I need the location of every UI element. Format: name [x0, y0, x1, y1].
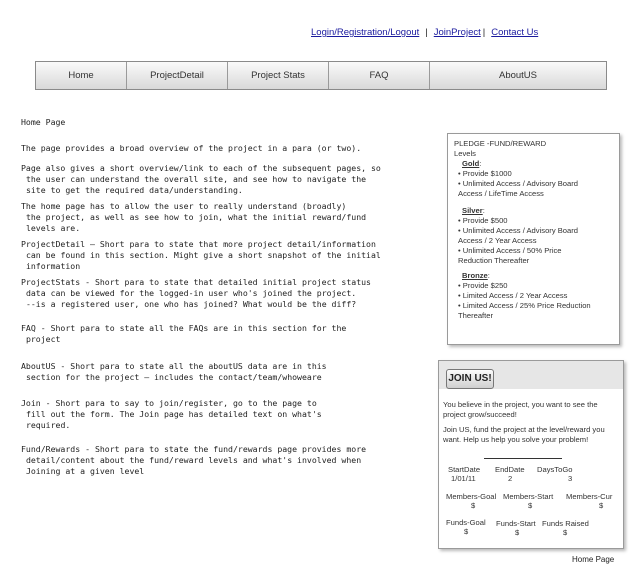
pledge-box — [447, 133, 620, 345]
members-goal-label: Members-Goal — [446, 492, 497, 501]
join-text: Join US, fund the project at the level/reward you — [443, 425, 605, 434]
join-text: project grow/succeed! — [443, 410, 517, 419]
bronze-item: • Limited Access / 2 Year Access — [458, 291, 568, 300]
funds-start-label: Funds-Start — [496, 519, 536, 528]
end-date-label: EndDate — [495, 465, 525, 474]
join-text: You believe in the project, you want to see the — [443, 400, 598, 409]
page-title: Home Page — [21, 117, 66, 127]
bronze-item: • Limited Access / 25% Price Reduction — [458, 301, 591, 310]
paragraph-home-page: The home page has to allow the user to really understand (broadly) the project, as well as see how to join, what the initial reward/fund levels are. — [21, 201, 367, 233]
nav-about-us[interactable]: AboutUS — [498, 70, 538, 81]
silver-level: Silver: — [462, 206, 485, 215]
gold-item: Access / LifeTime Access — [458, 189, 544, 198]
bronze-items — [458, 281, 614, 321]
gold-label: Gold — [462, 159, 480, 168]
join-us-button[interactable]: JOIN US! — [446, 369, 494, 389]
pledge-title: PLEDGE -FUND/REWARD — [454, 139, 547, 148]
funds-raised-value: $ — [563, 528, 568, 537]
contact-us-link[interactable]: Contact Us — [491, 27, 539, 38]
silver-item: • Provide $500 — [458, 216, 508, 225]
members-cur-label: Members-Cur — [566, 492, 613, 501]
join-text: want. Help us help you solve your problem! — [443, 435, 589, 444]
divider — [484, 458, 562, 459]
days-to-go-label: DaysToGo — [537, 465, 573, 474]
paragraph-about-us: AboutUS - Short para to state all the aboutUS data are in this section for the project – includes the contact/team/whoweare — [21, 361, 327, 382]
paragraph-fund-rewards: Fund/Rewards - Short para to state the fund/rewards page provides more detail/content about the fund/reward levels and what's involved when Joining at a given level — [21, 444, 367, 476]
bronze-item: • Provide $250 — [458, 281, 508, 290]
funds-goal-label: Funds-Goal — [446, 518, 486, 527]
nav-project-stats[interactable]: Project Stats — [228, 62, 329, 89]
gold-item: • Provide $1000 — [458, 169, 512, 178]
login-link[interactable]: Login/Registration/Logout — [311, 27, 420, 38]
nav-home[interactable]: Home — [36, 62, 127, 89]
funds-start-value: $ — [515, 528, 520, 537]
silver-item: Reduction Thereafter — [458, 256, 530, 265]
silver-item: • Unlimited Access / 50% Price — [458, 246, 562, 255]
paragraph-subsequent-pages: Page also gives a short overview/link to each of the subsequent pages, so the user can understand the overall site, and see how to navigate the site to get the required data/understanding. — [21, 163, 381, 195]
gold-level: Gold: — [462, 159, 482, 168]
bronze-label: Bronze — [462, 271, 488, 280]
pledge-subtitle: Levels — [454, 149, 476, 158]
silver-item: Access / 2 Year Access — [458, 236, 537, 245]
paragraph-faq: FAQ - Short para to state all the FAQs are in this section for the project — [21, 323, 347, 344]
members-goal-value: $ — [471, 501, 476, 510]
link-separator: | — [482, 27, 486, 38]
funds-raised-label: Funds Raised — [542, 519, 589, 528]
end-date-value: 2 — [508, 474, 513, 483]
gold-items — [458, 169, 614, 199]
nav-faq[interactable]: FAQ — [329, 62, 430, 89]
start-date-value: 1/01/11 — [451, 474, 476, 483]
nav-bar — [35, 61, 607, 90]
silver-label: Silver — [462, 206, 483, 215]
join-box — [438, 360, 624, 549]
days-to-go-value: 3 — [568, 474, 573, 483]
join-project-link[interactable]: JoinProject — [433, 27, 481, 38]
paragraph-join: Join - Short para to say to join/register, go to the page to fill out the form. The Join page has detailed text on what's required. — [21, 398, 322, 430]
members-start-value: $ — [528, 501, 533, 510]
paragraph-project-detail: ProjectDetail – Short para to state that more project detail/information can be found in this section. Might give a short snapshot of the initial information — [21, 239, 381, 271]
silver-item: • Unlimited Access / Advisory Board — [458, 226, 578, 235]
bronze-level: Bronze: — [462, 271, 490, 280]
footer-page-label: Home Page — [572, 555, 615, 564]
silver-items — [458, 216, 614, 266]
start-date-label: StartDate — [448, 465, 481, 474]
bronze-item: Thereafter — [458, 311, 494, 320]
members-cur-value: $ — [599, 501, 604, 510]
paragraph-overview: The page provides a broad overview of the project in a para (or two). — [21, 143, 362, 153]
funds-goal-value: $ — [464, 527, 469, 536]
members-start-label: Members-Start — [503, 492, 554, 501]
top-links — [311, 27, 538, 38]
paragraph-project-stats: ProjectStats - Short para to state that detailed initial project status data can be viewed for the logged-in user who's joined the project. --is a registered user, one who has joined? What would be the diff? — [21, 277, 371, 309]
nav-project-detail[interactable]: ProjectDetail — [127, 62, 228, 89]
link-separator: | — [425, 27, 428, 38]
gold-item: • Unlimited Access / Advisory Board — [458, 179, 578, 188]
